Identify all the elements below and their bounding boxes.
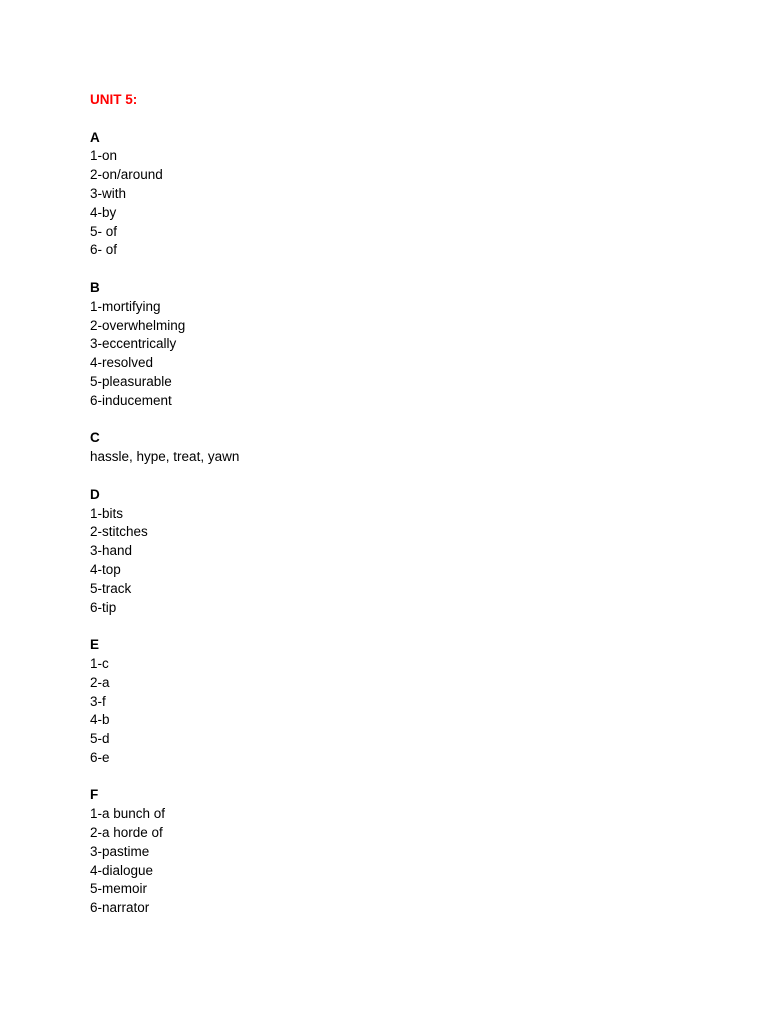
section-heading: E bbox=[90, 637, 100, 653]
section-f bbox=[90, 786, 690, 918]
answer-line: 1-c bbox=[90, 655, 109, 671]
answer-line: 5-pleasurable bbox=[90, 373, 172, 389]
section-c bbox=[90, 429, 690, 467]
answer-line: 1-bits bbox=[90, 505, 124, 521]
answer-line: 6-tip bbox=[90, 599, 117, 615]
answer-line: 2-on/around bbox=[90, 167, 163, 183]
section-heading: B bbox=[90, 279, 100, 295]
answer-line: 1-mortifying bbox=[90, 298, 161, 314]
answer-line: 4-top bbox=[90, 561, 121, 577]
answer-line: 4-resolved bbox=[90, 355, 154, 371]
answer-line: 2-overwhelming bbox=[90, 317, 186, 333]
section-e bbox=[90, 636, 690, 768]
answer-line: 6-inducement bbox=[90, 392, 172, 408]
answer-line: 2-stitches bbox=[90, 524, 148, 540]
answer-line: 6-narrator bbox=[90, 900, 150, 916]
answer-line: 2-a bbox=[90, 674, 110, 690]
section-heading: F bbox=[90, 787, 99, 803]
answer-line: 3-with bbox=[90, 185, 127, 201]
answer-line: 4-dialogue bbox=[90, 862, 154, 878]
answer-line: 3-eccentrically bbox=[90, 336, 177, 352]
answer-line: 3-pastime bbox=[90, 843, 150, 859]
answer-line: 1-on bbox=[90, 148, 118, 164]
answer-line: 5-memoir bbox=[90, 881, 148, 897]
answer-line: 2-a horde of bbox=[90, 825, 163, 841]
answer-line: 6-e bbox=[90, 749, 110, 765]
section-a bbox=[90, 129, 690, 261]
section-heading: D bbox=[90, 486, 100, 502]
answer-line: 5-track bbox=[90, 580, 132, 596]
answer-line: 3-f bbox=[90, 693, 106, 709]
answer-sections bbox=[90, 129, 690, 918]
section-heading: C bbox=[90, 430, 100, 446]
section-b bbox=[90, 279, 690, 411]
section-heading: A bbox=[90, 129, 100, 145]
answer-line: 1-a bunch of bbox=[90, 806, 166, 822]
answer-line: 4-by bbox=[90, 204, 117, 220]
document-page bbox=[90, 91, 690, 918]
section-d bbox=[90, 486, 690, 618]
answer-line: 4-b bbox=[90, 712, 110, 728]
answer-line: 5- of bbox=[90, 223, 118, 239]
answer-line: hassle, hype, treat, yawn bbox=[90, 449, 240, 465]
answer-line: 6- of bbox=[90, 242, 118, 258]
answer-line: 3-hand bbox=[90, 543, 133, 559]
answer-line: 5-d bbox=[90, 731, 110, 747]
unit-title: UNIT 5: bbox=[90, 92, 138, 107]
